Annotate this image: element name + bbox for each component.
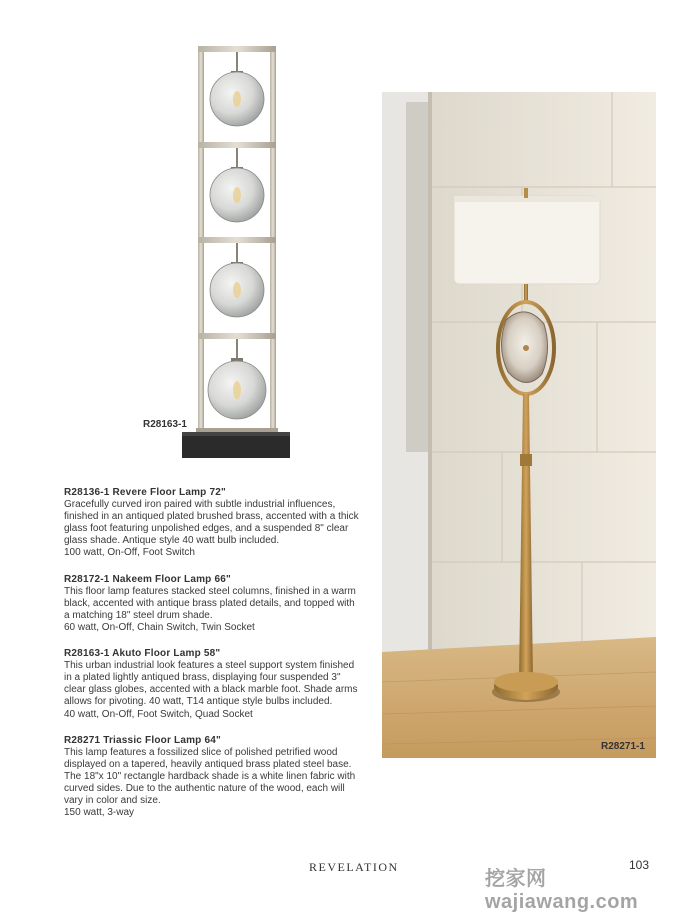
akuto-lamp-image	[180, 44, 292, 460]
product-title: R28271 Triassic Floor Lamp 64"	[64, 734, 221, 746]
product-nakeem	[64, 574, 376, 634]
product-body: This lamp features a fossilized slice of polished petrified wood displayed on a tapered, heavily antiqued brass plated steel base. The 18"x 10" rectangle hardback shade is a white linen fabric with curved sides. Due to the authentic nature of the wood, each will vary in color and size. 150 watt, 3-way	[64, 746, 356, 819]
product-body: This urban industrial look features a steel support system finished in a plated lightly antiqued brass, displaying four suspended 3" clear glass globes, accented with a black marble foot. Shade arms allows for pivoting. 40 watt, T14 antique style bulbs included. 40 watt, On-Off, Foot Switch, Quad Socket	[64, 660, 358, 720]
product-title: R28136-1 Revere Floor Lamp 72"	[64, 487, 226, 498]
product-descriptions	[64, 487, 376, 833]
brand-name: REVELATION	[309, 860, 399, 874]
triassic-lamp-photo	[382, 92, 656, 758]
product-revere	[64, 487, 376, 560]
product-body: This floor lamp features stacked steel columns, finished in a warm black, accented with antique brass plated details, and topped with a matching 18" steel drum shade. 60 watt, On-Off, Chain Switch, Twin Socket	[64, 585, 356, 633]
left-image-label: R28163-1	[143, 419, 187, 430]
page-number: 103	[629, 858, 650, 872]
right-image-label: R28271-1	[601, 741, 645, 752]
watermark: 挖家网 wajiawang.com	[485, 868, 639, 913]
product-body: Gracefully curved iron paired with subtle industrial influences, finished in an antiqued plated brushed brass, accented with a thick glass foot featuring unpolished edges, and a suspended 8" clear glass shade. Antique style 40 watt bulb included. 100 watt, On-Off, Foot Switch	[64, 499, 359, 559]
product-triassic	[64, 735, 376, 820]
product-akuto	[64, 648, 376, 721]
product-title: R28172-1 Nakeem Floor Lamp 66"	[64, 573, 231, 585]
product-title: R28163-1 Akuto Floor Lamp 58"	[64, 648, 221, 660]
